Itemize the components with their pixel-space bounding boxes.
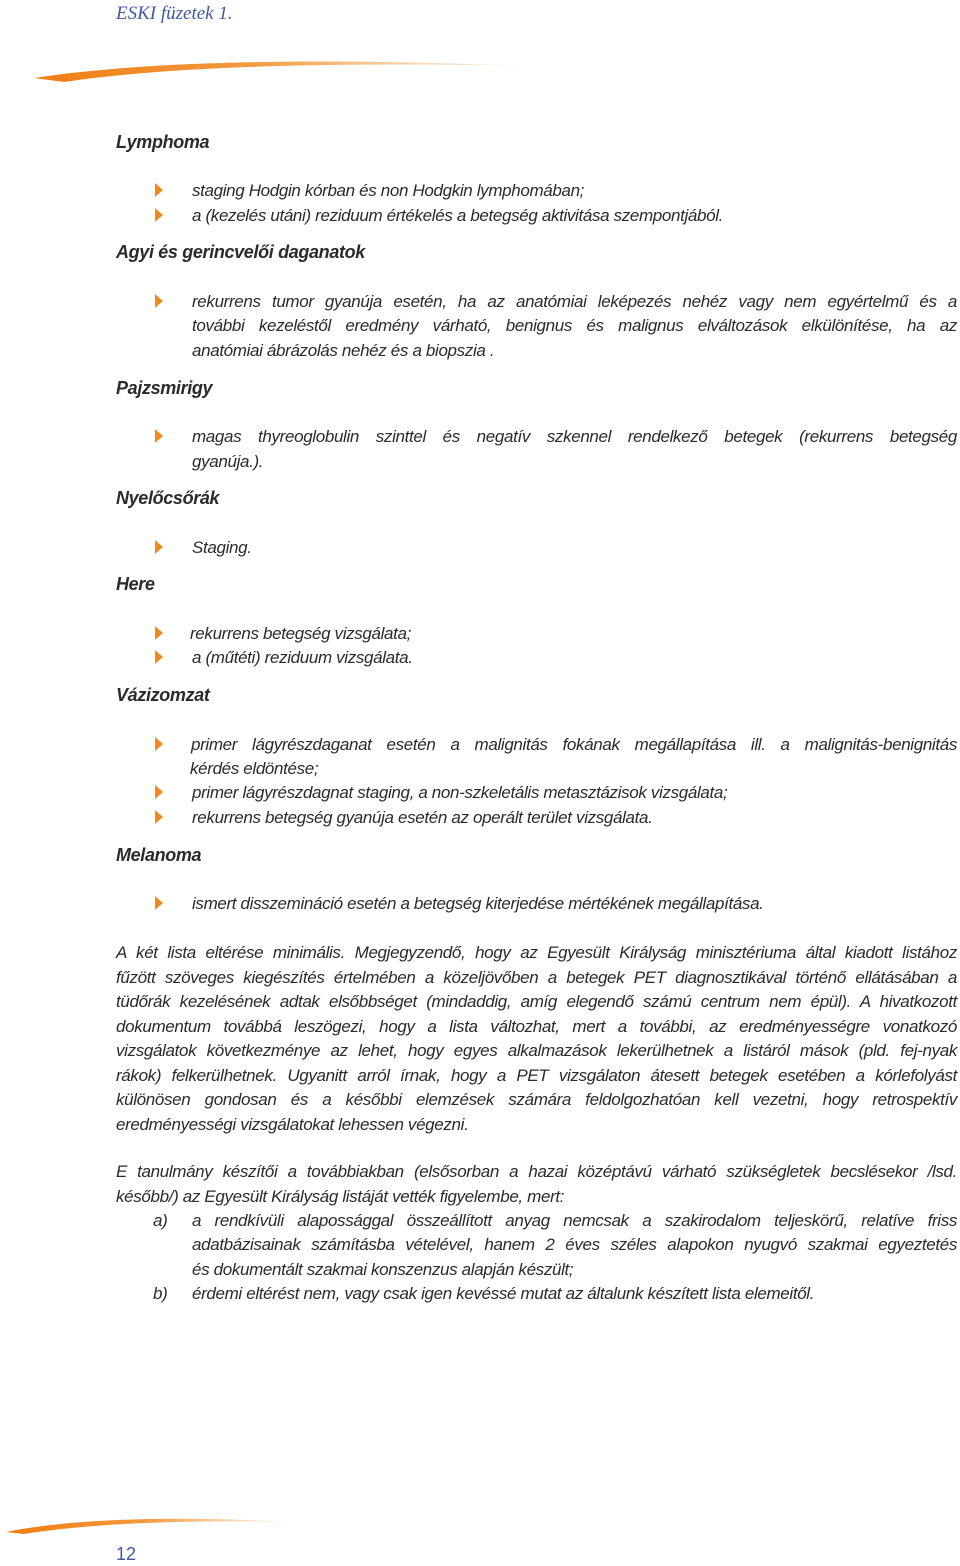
bullet-arrow-icon (155, 650, 163, 664)
bullet-arrow-icon (155, 540, 163, 554)
body-paragraph-1 (116, 941, 957, 1137)
running-header-title: ESKI füzetek 1. (116, 3, 233, 24)
section-heading-nyelocsorak: Nyelőcsőrák (116, 488, 220, 508)
list-item-line: gyanúja.). (192, 452, 264, 471)
paragraph-line: dokumentum továbbá leszögezi, hogy a lista változhat, mert a további, az eredményességre vonatkozó (116, 1016, 957, 1036)
paragraph-line: rákok) felkerülhetnek. Ugyanitt arról írnak, hogy a PET vizsgálaton átesett betegek esetében a kórlefolyást (116, 1065, 957, 1085)
list-item: primer lágyrészdagnat staging, a non-szkeletális metasztázisok vizsgálata; (192, 783, 728, 802)
paragraph-line: vizsgálatok következménye az lehet, hogy egyes alkalmazások lekerülhetnek a listáról mások (pld. fej-nyak (116, 1041, 957, 1060)
bullet-arrow-icon (155, 810, 163, 824)
section-heading-here: Here (116, 574, 155, 594)
section-heading-agyi: Agyi és gerincvelői daganatok (116, 242, 365, 262)
bullet-arrow-icon (155, 896, 163, 910)
list-item: Staging. (192, 538, 252, 557)
paragraph-line: tüdőrák kezelésének adtak elsőbbséget (mindaddig, amíg elegendő számú centrum nem épül). A hivatkozott (116, 992, 957, 1011)
bullet-arrow-icon (155, 208, 163, 222)
paragraph-line: A két lista eltérése minimális. Megjegyzendő, hogy az Egyesült Királyság minisztériuma által kiadott listához (116, 943, 957, 962)
bullet-arrow-icon (155, 626, 163, 640)
paragraph-line: később/) az Egyesült Királyság listáját vették figyelembe, mert: (116, 1186, 565, 1206)
list-item: rekurrens betegség vizsgálata; (190, 624, 412, 643)
page-number: 12 (116, 1544, 137, 1564)
section-heading-melanoma: Melanoma (116, 845, 202, 865)
reason-a-line: a rendkívüli alapossággal összeállított anyag nemcsak a szakirodalom teljeskörű, relatíve friss (192, 1211, 957, 1230)
list-item-line: primer lágyrészdaganat esetén a malignitás fokának megállapítása ill. a malignitás-benignitás (191, 735, 957, 754)
list-item: rekurrens betegség gyanúja esetén az operált terület vizsgálata. (192, 808, 653, 827)
section-heading-lymphoma: Lymphoma (116, 132, 210, 152)
reason-label-b: b) (153, 1284, 168, 1303)
list-item-line: kérdés eldöntése; (190, 759, 319, 778)
list-item: staging Hodgin kórban és non Hodgkin lymphomában; (192, 181, 585, 200)
bullet-arrow-icon (155, 183, 163, 197)
bullet-arrow-icon (155, 785, 163, 799)
reason-b-line: érdemi eltérést nem, vagy csak igen kevéssé mutat az általunk készített lista elemeitől. (192, 1284, 815, 1303)
bullet-arrow-icon (155, 294, 163, 308)
paragraph-line: fűzött szöveges kiegészítés értelmében a közeljövőben a betegek PET diagnosztikával történő ellátásában a (116, 967, 957, 987)
paragraph-line: E tanulmány készítői a továbbiakban (elsősorban a hazai középtávú várható szükségletek becslésekor /lsd. (116, 1162, 957, 1181)
reason-a-line: és dokumentált szakmai konszenzus alapján készült; (192, 1260, 574, 1279)
bullet-arrow-icon (155, 737, 163, 751)
paragraph-line: eredményességi vizsgálatokat lehessen végezni. (116, 1114, 469, 1134)
section-heading-vazizomzat: Vázizomzat (116, 685, 210, 705)
list-item-line: további kezeléstől eredmény várható, benignus és malignus elváltozások elkülönítése, ha az (192, 316, 957, 335)
list-item: a (kezelés utáni) reziduum értékelés a betegség aktivitása szempontjából. (192, 206, 724, 225)
reason-a-line: adatbázisainak számításba vételével, hanem 2 éves széles alapokon nyugvó szakmai egyeztetés (192, 1235, 957, 1254)
list-item: a (műtéti) reziduum vizsgálata. (192, 648, 413, 667)
list-item-line: magas thyreoglobulin szinttel és negatív szkennel rendelkező betegek (rekurrens betegség (192, 427, 957, 446)
header-swoosh-decoration (30, 52, 530, 86)
footer-swoosh-decoration (4, 1512, 294, 1540)
reason-label-a: a) (153, 1211, 168, 1230)
list-item-line: anatómiai ábrázolás nehéz és a biopszia . (192, 341, 495, 360)
paragraph-line: különösen gondosan és a későbbi elemzések számára feldolgozhatóan kell vezetni, hogy retrospektív (116, 1090, 957, 1109)
section-heading-pajzsmirigy: Pajzsmirigy (116, 378, 213, 398)
list-item-line: rekurrens tumor gyanúja esetén, ha az anatómiai leképezés nehéz vagy nem egyértelmű és a (192, 292, 957, 311)
bullet-arrow-icon (155, 429, 163, 443)
list-item: ismert disszemináció esetén a betegség kiterjedése mértékének megállapítása. (192, 894, 764, 913)
body-paragraph-2 (116, 1160, 957, 1209)
